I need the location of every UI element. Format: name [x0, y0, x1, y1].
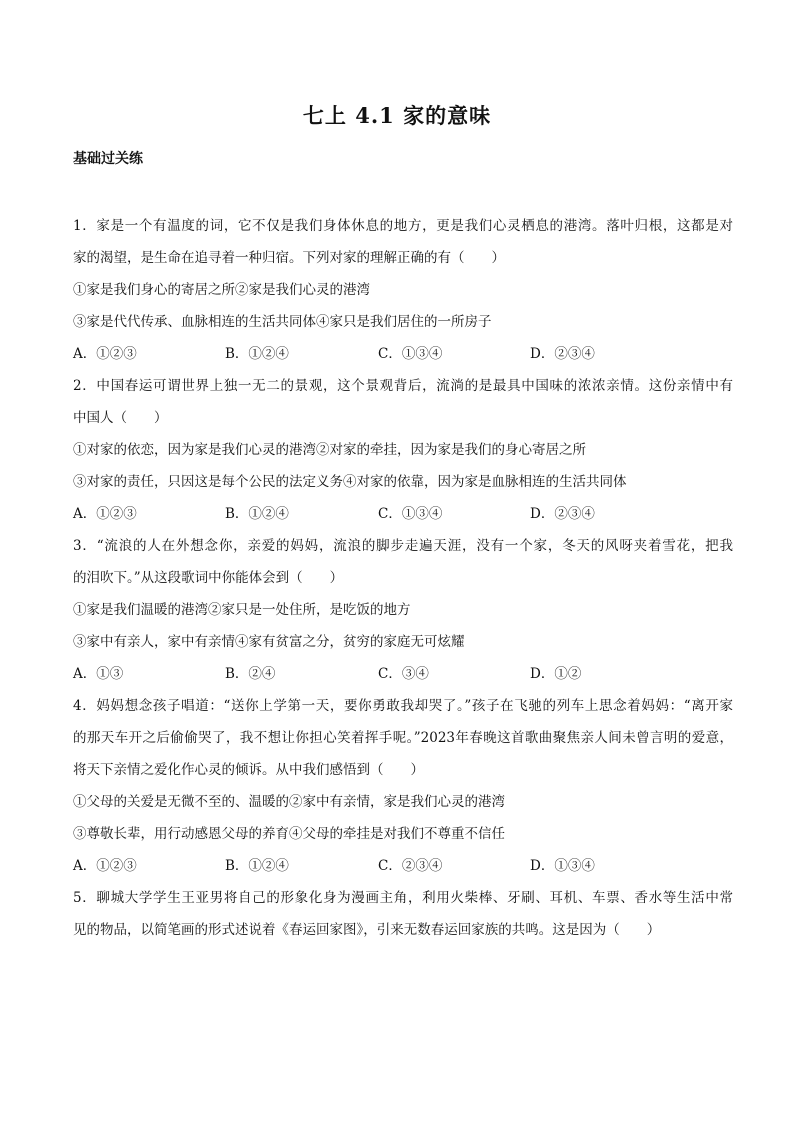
question-3-option-a[interactable]: A．①③ — [73, 666, 124, 682]
question-1-statement-2: ③家是代代传承、血脉相连的生活共同体④家只是我们居住的一所房子 — [73, 314, 492, 330]
question-4-option-a[interactable]: A．①②③ — [73, 858, 137, 874]
question-4-option-b[interactable]: B．①②④ — [225, 858, 289, 874]
question-5-line-2: 见的物品，以简笔画的形式述说着《春运回家图》，引来无数春运回家族的共鸣。这是因为（ ） — [73, 922, 661, 938]
question-2-option-b[interactable]: B．①②④ — [225, 506, 289, 522]
question-3-statement-2: ③家中有亲人，家中有亲情④家有贫富之分，贫穷的家庭无可炫耀 — [73, 634, 465, 650]
question-1-line-1: 1．家是一个有温度的词，它不仅是我们身体休息的地方，更是我们心灵栖息的港湾。落叶归根，这都是对 — [73, 218, 733, 234]
question-4-option-d[interactable]: D．①③④ — [530, 858, 595, 874]
question-4-line-1: 4．妈妈想念孩子唱道：“送你上学第一天，要你勇敢我却哭了。”孩子在飞驰的列车上思念着妈妈：“离开家 — [73, 698, 733, 714]
document-title: 七上 4.1 家的意味 — [302, 103, 492, 128]
question-3-option-d[interactable]: D．①② — [530, 666, 582, 682]
question-2-line-2: 中国人（ ） — [73, 410, 168, 426]
question-2-line-1: 2．中国春运可谓世界上独一无二的景观，这个景观背后，流淌的是最具中国味的浓浓亲情。这份亲情中有 — [73, 378, 733, 394]
question-1-option-b[interactable]: B．①②④ — [225, 346, 289, 362]
question-3-line-1: 3．“流浪的人在外想念你，亲爱的妈妈，流浪的脚步走遍天涯，没有一个家，冬天的风呀夹着雪花，把我 — [73, 538, 733, 554]
question-4-option-c[interactable]: C．②③④ — [378, 858, 443, 874]
question-2-statement-1: ①对家的依恋，因为家是我们心灵的港湾②对家的牵挂，因为家是我们的身心寄居之所 — [73, 442, 586, 458]
question-1-option-d[interactable]: D．②③④ — [530, 346, 595, 362]
question-1-option-a[interactable]: A．①②③ — [73, 346, 137, 362]
question-4-options — [73, 856, 733, 876]
question-5-line-1: 5．聊城大学学生王亚男将自己的形象化身为漫画主角，利用火柴棒、牙刷、耳机、车票、香水等生活中常 — [73, 890, 733, 906]
question-4-statement-1: ①父母的关爱是无微不至的、温暖的②家中有亲情，家是我们心灵的港湾 — [73, 794, 505, 810]
question-1-statement-1: ①家是我们身心的寄居之所②家是我们心灵的港湾 — [73, 282, 370, 298]
question-2-option-a[interactable]: A．①②③ — [73, 506, 137, 522]
question-2-options — [73, 504, 733, 524]
question-3-options — [73, 664, 733, 684]
question-3-line-2: 的泪吹下。”从这段歌词中你能体会到（ ） — [73, 570, 344, 586]
question-2-option-c[interactable]: C．①③④ — [378, 506, 443, 522]
question-4-line-3: 将天下亲情之爱化作心灵的倾诉。从中我们感悟到（ ） — [73, 762, 424, 778]
question-1-options — [73, 344, 733, 364]
question-4-statement-2: ③尊敬长辈，用行动感恩父母的养育④父母的牵挂是对我们不尊重不信任 — [73, 826, 505, 842]
question-3-statement-1: ①家是我们温暖的港湾②家只是一处住所，是吃饭的地方 — [73, 602, 411, 618]
question-1-option-c[interactable]: C．①③④ — [378, 346, 443, 362]
question-2-statement-2: ③对家的责任，只因这是每个公民的法定义务④对家的依靠，因为家是血脉相连的生活共同体 — [73, 474, 627, 490]
question-3-option-b[interactable]: B．②④ — [225, 666, 276, 682]
section-heading: 基础过关练 — [73, 151, 143, 167]
question-1-line-2: 家的渴望，是生命在追寻着一种归宿。下列对家的理解正确的有（ ） — [73, 250, 505, 266]
question-4-line-2: 的那天车开之后偷偷哭了，我不想让你担心笑着挥手呢。”2023年春晚这首歌曲聚焦亲人间未曾言明的爱意， — [73, 730, 733, 746]
question-3-option-c[interactable]: C．③④ — [378, 666, 429, 682]
question-2-option-d[interactable]: D．②③④ — [530, 506, 595, 522]
